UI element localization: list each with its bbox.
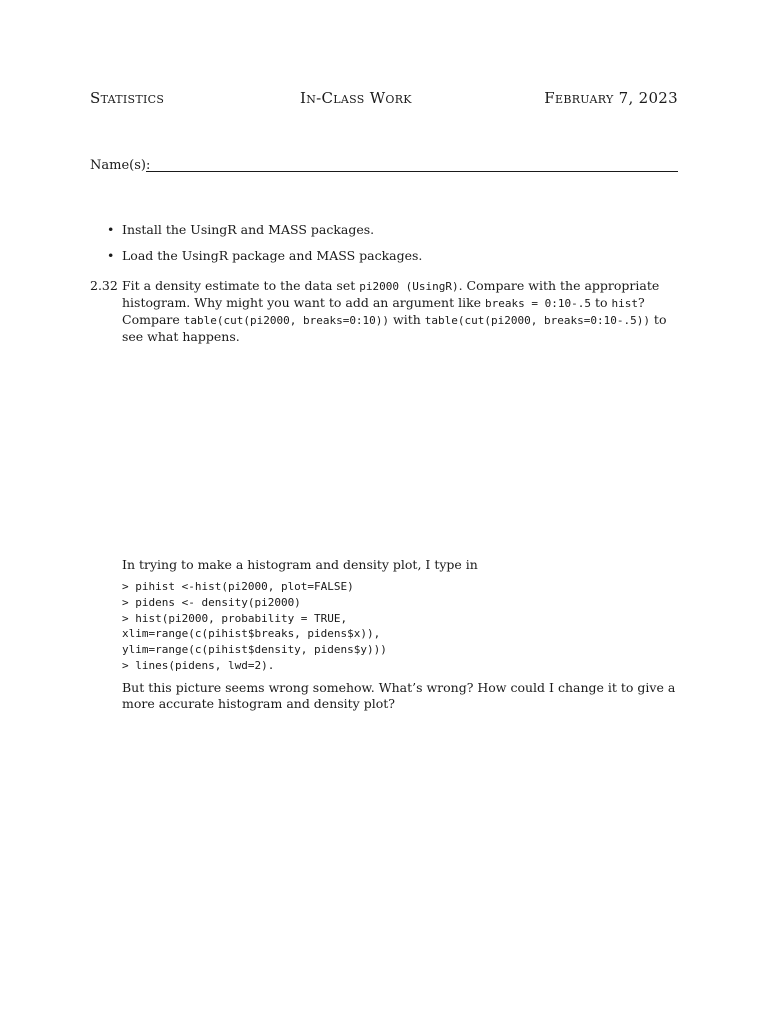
name-blank-line: [146, 171, 678, 172]
followup-intro: In trying to make a histogram and density plot, I type in: [122, 557, 478, 572]
course-name: Statistics: [90, 89, 165, 107]
code-span: breaks = 0:10-.5: [485, 297, 591, 310]
list-item: [107, 248, 667, 264]
code-span: pi2000 (UsingR): [359, 280, 459, 293]
list-item-text: Load the UsingR package and MASS packages.: [122, 248, 423, 263]
instruction-list: [107, 222, 667, 274]
code-span: table(cut(pi2000, breaks=0:10)): [183, 314, 390, 327]
list-item: [107, 222, 667, 238]
page-header: [90, 89, 678, 111]
code-line: > pihist <-hist(pi2000, plot=FALSE): [122, 580, 354, 593]
list-item-text: Install the UsingR and MASS packages.: [122, 222, 375, 237]
code-span: hist: [611, 297, 638, 310]
worksheet-title: In-Class Work: [300, 89, 412, 107]
problem-text-part: to: [591, 295, 612, 310]
code-line: xlim=range(c(pihist$breaks, pidens$x)),: [122, 627, 381, 641]
code-line: > pidens <- density(pi2000): [122, 595, 301, 609]
followup-section: [122, 557, 682, 712]
code-line: > hist(pi2000, probability = TRUE,: [122, 611, 348, 625]
bullet-icon: •: [107, 248, 115, 263]
problem-text: [122, 278, 686, 345]
code-line: > lines(pidens, lwd=2).: [122, 658, 275, 672]
problem-text-part: with: [389, 312, 425, 327]
code-line: ylim=range(c(pihist$density, pidens$y))): [122, 643, 387, 657]
problem-text-part: . Compare with the appropriate histogram. Why might you want to add an argument like: [122, 278, 660, 310]
code-span: table(cut(pi2000, breaks=0:10-.5)): [424, 314, 650, 327]
problem-text-part: ? Compare: [122, 295, 645, 327]
r-code-block: [122, 579, 682, 674]
problem-text-part: to see what happens.: [122, 312, 667, 344]
worksheet-date: February 7, 2023: [544, 89, 678, 107]
problem-number: 2.32: [90, 278, 118, 293]
problem-text-part: Fit a density estimate to the data set: [122, 278, 360, 293]
followup-question: But this picture seems wrong somehow. What’s wrong? How could I change it to give a more accurate histogram and density plot?: [122, 679, 676, 711]
name-field: [90, 158, 678, 176]
name-label: Name(s):: [90, 158, 151, 173]
bullet-icon: •: [107, 222, 115, 237]
